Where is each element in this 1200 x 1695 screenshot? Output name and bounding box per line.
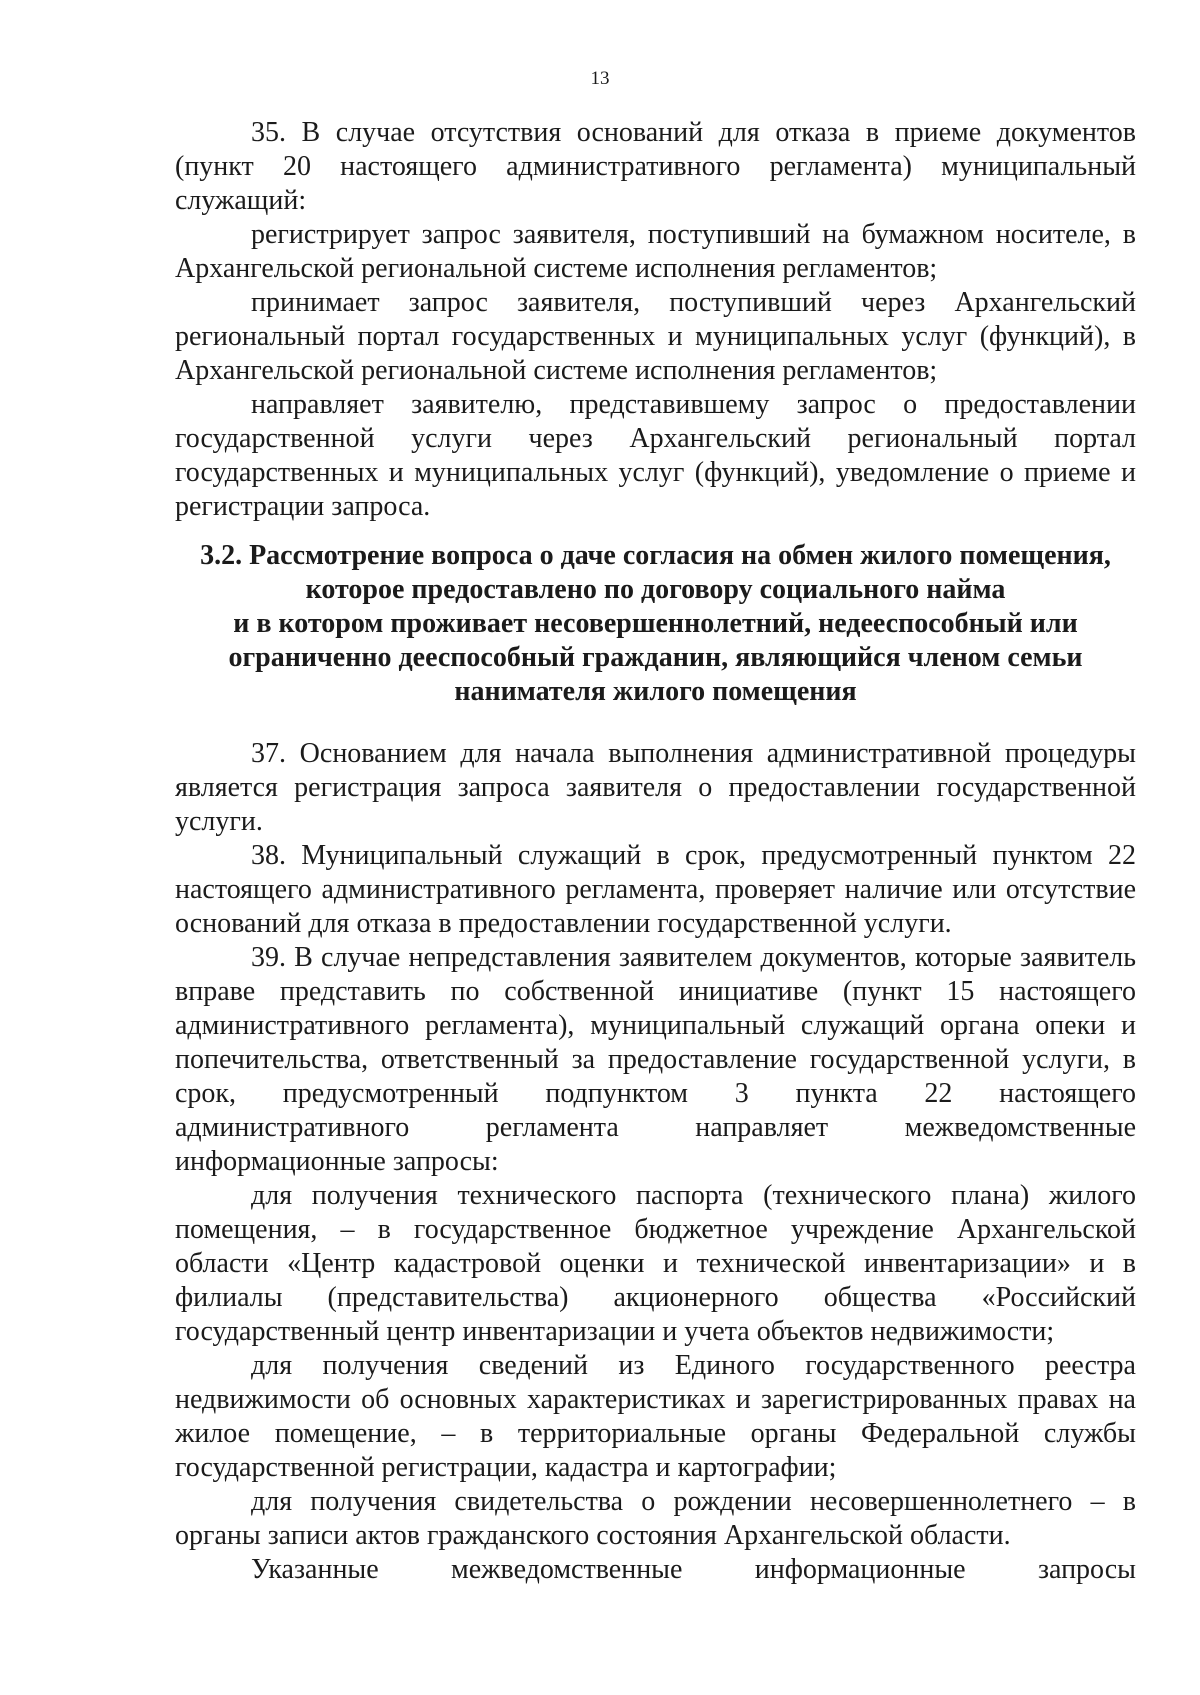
paragraph-37: 37. Основанием для начала выполнения административной процедуры является регистрация запроса заявителя о предоставлении государственной услуги. [175,738,1136,837]
paragraph-39: 39. В случае непредставления заявителем документов, которые заявитель вправе представить по собственной инициативе (пункт 15 настоящего административного регламента), муниципальный служащий органа опеки и попечительства, ответственный за предоставление государственной услуги, в срок, предусмотренный подпунктом 3 пункта 22 настоящего административного регламента направляет межведомственные информационные запросы: [175,942,1136,1177]
section-heading-line: которое предоставлено по договору социального найма [305,574,1006,605]
paragraph-requests-continued: Указанные межведомственные информационные запросы [251,1554,1136,1585]
list-item-accept-portal: принимает запрос заявителя, поступивший через Архангельский региональный портал государственных и муниципальных услуг (функций), в Архангельской региональной системе исполнения регламентов; [175,287,1136,386]
section-heading-line: нанимателя жилого помещения [454,676,857,707]
list-item-send-notification: направляет заявителю, представившему запрос о предоставлении государственной услуги через Архангельский региональный портал государственных и муниципальных услуг (функций), уведомление о приеме и регистрации запроса. [175,389,1136,522]
list-item-register-paper: регистрирует запрос заявителя, поступивший на бумажном носителе, в Архангельской региональной системе исполнения регламентов; [175,219,1136,284]
list-item-birth-certificate: для получения свидетельства о рождении несовершеннолетнего – в органы записи актов гражданского состояния Архангельской области. [175,1486,1136,1551]
section-heading-line: 3.2. Рассмотрение вопроса о даче согласия на обмен жилого помещения, [200,540,1111,571]
section-heading-line: и в котором проживает несовершеннолетний, недееспособный или [233,608,1078,639]
paragraph-38: 38. Муниципальный служащий в срок, предусмотренный пунктом 22 настоящего административного регламента, проверяет наличие или отсутствие оснований для отказа в предоставлении государственной услуги. [175,840,1136,939]
page-number: 13 [590,68,610,89]
list-item-registry-info: для получения сведений из Единого государственного реестра недвижимости об основных характеристиках и зарегистрированных правах на жилое помещение, – в территориальные органы Федеральной службы государственной регистрации, кадастра и картографии; [175,1350,1136,1483]
paragraph-block-35 [175,116,1136,524]
list-item-technical-passport: для получения технического паспорта (технического плана) жилого помещения, – в государственное бюджетное учреждение Архангельской области «Центр кадастровой оценки и технической инвентаризации» и в филиалы (представительства) акционерного общества «Российский государственный центр инвентаризации и учета объектов недвижимости; [175,1180,1136,1347]
paragraph-block-37-39 [175,737,1136,1587]
section-heading [175,539,1136,709]
section-heading-line: ограниченно дееспособный гражданин, являющийся членом семьи [228,642,1083,673]
paragraph-35: 35. В случае отсутствия оснований для отказа в приеме документов (пункт 20 настоящего административного регламента) муниципальный служащий: [175,117,1136,216]
